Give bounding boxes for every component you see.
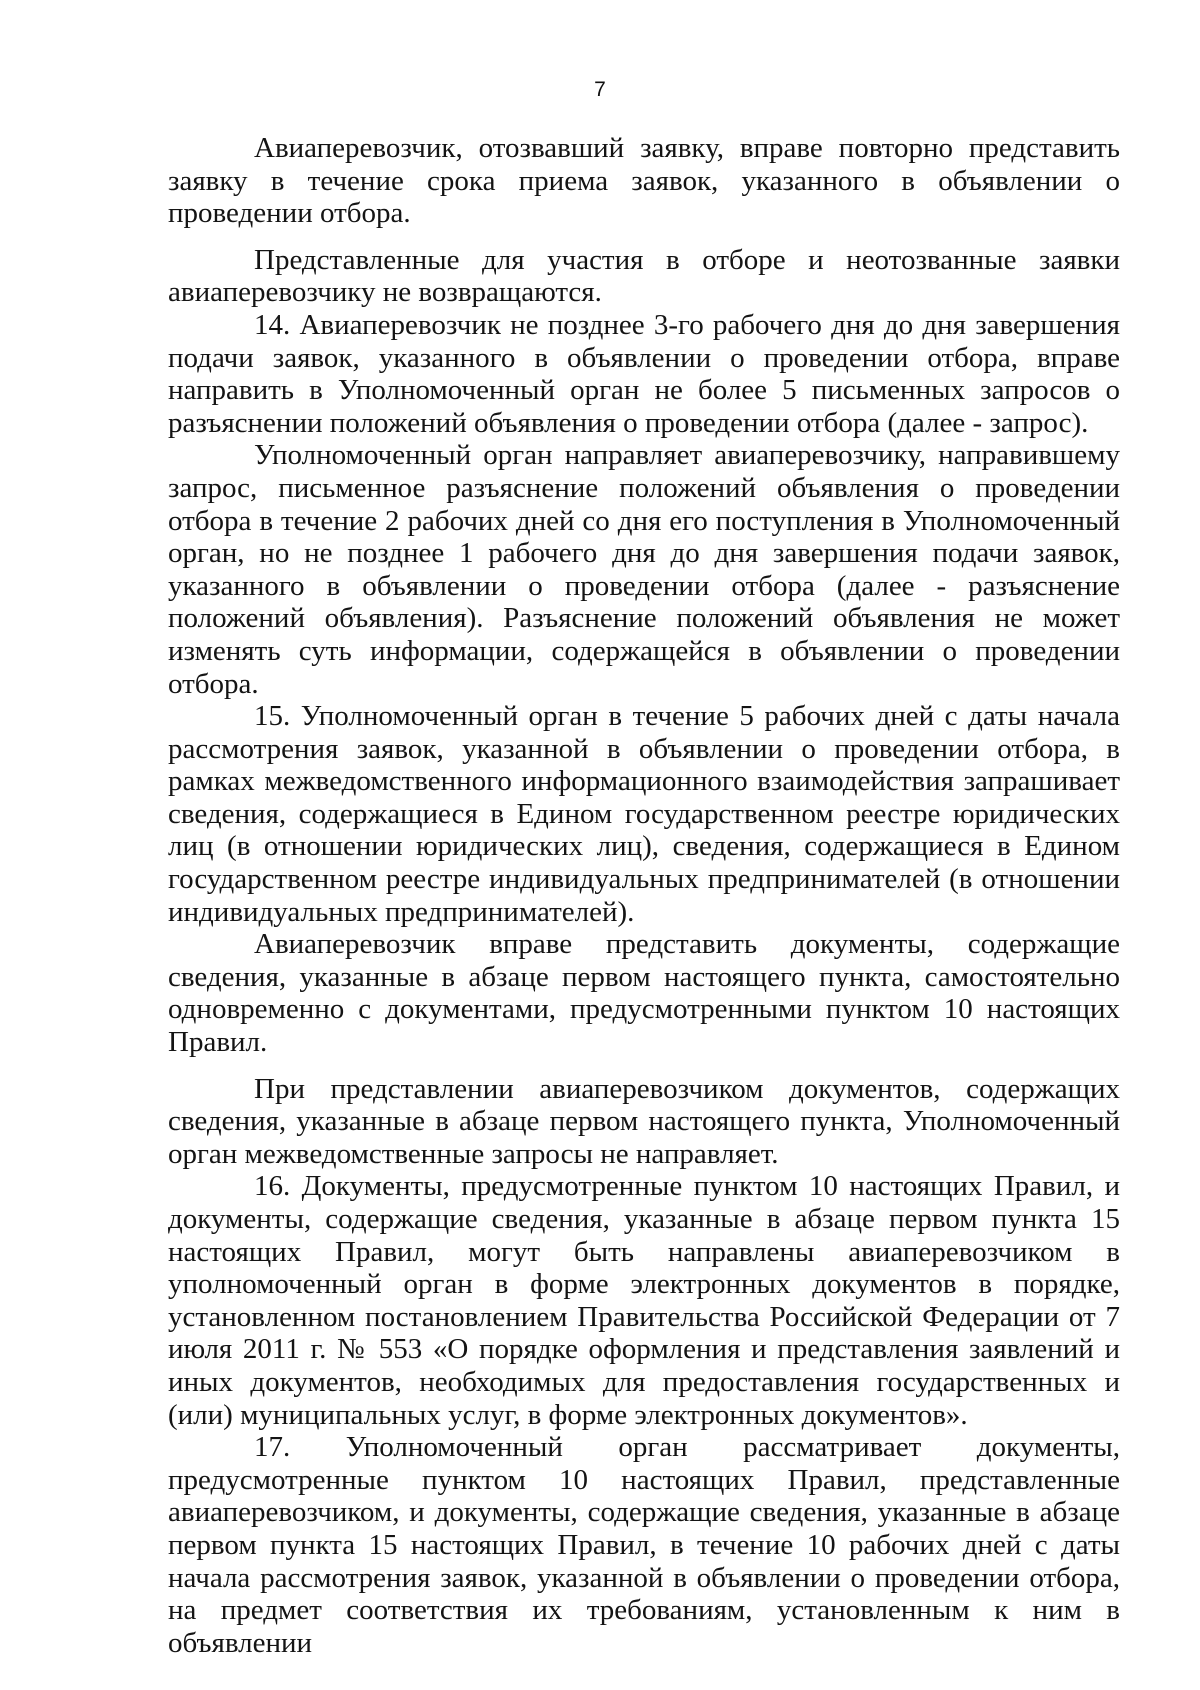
page-number: 7 (594, 78, 606, 101)
paragraph-not-returned: Представленные для участия в отборе и неотозванные заявки авиаперевозчику не возвращаются. (168, 243, 1120, 309)
paragraph-resubmission: Авиаперевозчик, отозвавший заявку, вправе повторно представить заявку в течение срока приема заявок, указанного в объявлении о проведении отбора. (168, 132, 1120, 230)
paragraph-clarification: Уполномоченный орган направляет авиаперевозчику, направившему запрос, письменное разъяснение положений объявления о проведении отбора в течение 2 рабочих дней со дня его поступления в Уполномоченный орган, но не позднее 1 рабочего дня до дня завершения подачи заявок, указанного в объявлении о проведении отбора (далее - разъяснение положений объявления). Разъяснение положений объявления не может изменять суть информации, содержащейся в объявлении о проведении отбора. (168, 439, 1120, 700)
paragraph-clause-15: 15. Уполномоченный орган в течение 5 рабочих дней с даты начала рассмотрения заявок, указанной в объявлении о проведении отбора, в рамках межведомственного информационного взаимодействия запрашивает сведения, содержащиеся в Едином государственном реестре юридических лиц (в отношении юридических лиц), сведения, содержащиеся в Едином государственном реестре индивидуальных предпринимателей (в отношении индивидуальных предпринимателей). (168, 700, 1120, 928)
paragraph-clause-14: 14. Авиаперевозчик не позднее 3-го рабочего дня до дня завершения подачи заявок, указанного в объявлении о проведении отбора, вправе направить в Уполномоченный орган не более 5 письменных запросов о разъяснении положений объявления о проведении отбора (далее - запрос). (168, 308, 1120, 439)
document-body (168, 132, 1120, 1659)
paragraph-carrier-documents: Авиаперевозчик вправе представить документы, содержащие сведения, указанные в абзаце первом настоящего пункта, самостоятельно одновременно с документами, предусмотренными пунктом 10 настоящих Правил. (168, 928, 1120, 1059)
paragraph-clause-17: 17. Уполномоченный орган рассматривает документы, предусмотренные пунктом 10 настоящих Правил, представленные авиаперевозчиком, и документы, содержащие сведения, указанные в абзаце первом пункта 15 настоящих Правил, в течение 10 рабочих дней с даты начала рассмотрения заявок, указанной в объявлении о проведении отбора, на предмет соответствия их требованиям, установленным к ним в объявлении (168, 1431, 1120, 1659)
paragraph-clause-16: 16. Документы, предусмотренные пунктом 10 настоящих Правил, и документы, содержащие сведения, указанные в абзаце первом пункта 15 настоящих Правил, могут быть направлены авиаперевозчиком в уполномоченный орган в форме электронных документов в порядке, установленном постановлением Правительства Российской Федерации от 7 июля 2011 г. № 553 «О порядке оформления и представления заявлений и иных документов, необходимых для предоставления государственных и (или) муниципальных услуг, в форме электронных документов». (168, 1170, 1120, 1431)
paragraph-no-requests: При представлении авиаперевозчиком документов, содержащих сведения, указанные в абзаце первом настоящего пункта, Уполномоченный орган межведомственные запросы не направляет. (168, 1072, 1120, 1170)
